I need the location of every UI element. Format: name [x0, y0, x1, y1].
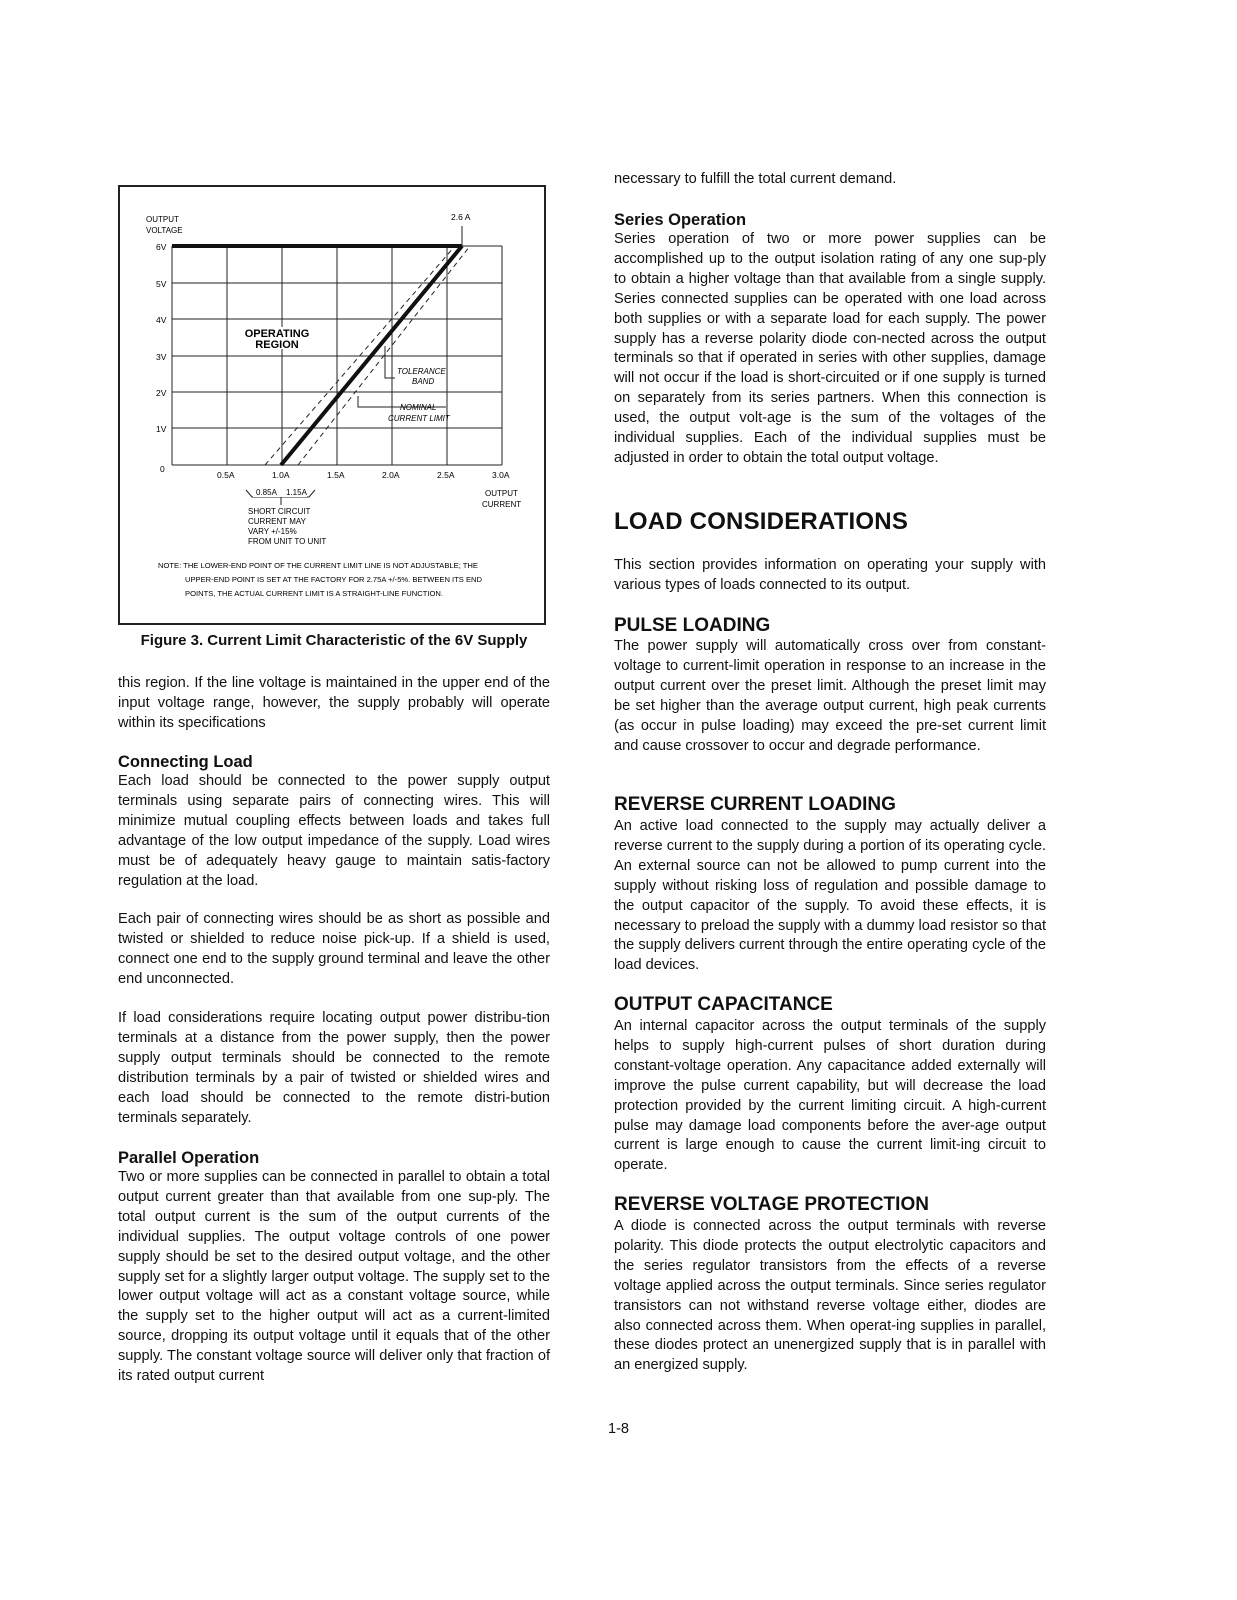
- parallel-operation-heading: Parallel Operation: [118, 1149, 260, 1167]
- y-tick-label: 2V: [156, 388, 167, 398]
- connecting-load-heading: Connecting Load: [118, 753, 253, 771]
- series-operation-heading: Series Operation: [614, 211, 747, 229]
- connecting-load-paragraph-3: If load considerations require locating output power distribu-tion terminals at a distance from the power supply, then the power supply output terminals should be connected to the remote distribution terminals by a pair of twisted or shielded wires and each load should be connected to the remote distri-bution terminals separately.: [118, 1010, 550, 1126]
- continuation-paragraph: necessary to fulfill the total current demand.: [614, 171, 897, 187]
- figure-caption: Figure 3. Current Limit Characteristic of the 6V Supply: [140, 632, 528, 649]
- x-tick-label: 0.5A: [217, 470, 235, 480]
- output-capacitance-heading: OUTPUT CAPACITANCE: [614, 994, 833, 1015]
- reverse-current-loading-heading: REVERSE CURRENT LOADING: [614, 794, 896, 815]
- short-circuit-high-label: 1.15A: [286, 488, 307, 497]
- x-tick-label: 1.5A: [327, 470, 345, 480]
- x-axis-label-line2: CURRENT: [482, 500, 522, 509]
- tolerance-band-label-line2: BAND: [412, 377, 435, 386]
- x-tick-label: 1.0A: [272, 470, 290, 480]
- y-tick-label: 6V: [156, 242, 167, 252]
- operating-region-label: OPERATING: [244, 328, 310, 340]
- parallel-operation-paragraph: Two or more supplies can be connected in parallel to obtain a total output current greater than that available from one sup-ply. The total output current is the sum of the output currents of the individual supplies. The output voltage controls of one power supply should be set to the desired output voltage, and the other supply set for a slightly larger output voltage. The supply set to the lower output voltage will act as a constant voltage source, while the supply set to the higher output will act as a current-limited source, dropping its output voltage until it equals that of the other supply. The constant voltage source will deliver only that fraction of its rated output current: [118, 1169, 550, 1385]
- load-considerations-paragraph: This section provides information on operating your supply with various types of loads connected to its output.: [614, 557, 1046, 593]
- y-tick-label: 4V: [156, 315, 167, 325]
- y-tick-label: 3V: [156, 352, 167, 362]
- short-circuit-note-line: CURRENT MAY: [248, 517, 306, 526]
- y-tick-label: 1V: [156, 424, 167, 434]
- connecting-load-paragraph-1: Each load should be connected to the power supply output terminals using separate pairs of connecting wires. This will minimize mutual coupling effects between loads and takes full advantage of the low output impedance of the supply. Load wires must be of adequately heavy gauge to maintain satis-factory regulation at the load.: [118, 773, 550, 889]
- intro-paragraph: this region. If the line voltage is maintained in the upper end of the input voltage range, however, the supply probably will operate within its specifications: [118, 675, 550, 731]
- x-tick-label: 2.0A: [382, 470, 400, 480]
- operating-region-label-line2: REGION: [255, 339, 299, 351]
- x-tick-label: 2.5A: [437, 470, 455, 480]
- short-circuit-low-label: 0.85A: [256, 488, 277, 497]
- reverse-voltage-protection-paragraph: A diode is connected across the output terminals with reverse polarity. This diode protects the output electrolytic capacitors and the series regulator transistors from the effects of a reverse voltage applied across the output terminals. Since series regulator transistors can not withstand reverse voltage either, diodes are also connected across them. When operat-ing supplies in parallel, these diodes protect an unenergized supply that is in parallel with an energized supply.: [614, 1218, 1046, 1374]
- tolerance-band-label: TOLERANCE: [397, 367, 446, 376]
- short-circuit-note-line: VARY +/-15%: [248, 527, 297, 536]
- load-considerations-heading: LOAD CONSIDERATIONS: [614, 508, 909, 535]
- output-capacitance-paragraph: An internal capacitor across the output terminals of the supply helps to supply high-current pulses of short duration during constant-voltage operation. Any capacitance added externally will improve the pulse current capability, but will decrease the load protection provided by the current limiting circuit. A high-current pulse may damage load components before the aver-age output current is large enough to cause the current limit-ing circuit to operate.: [614, 1018, 1046, 1174]
- pulse-loading-paragraph: The power supply will automatically cross over from constant-voltage to current-limit operation in response to an increase in the output current over the preset limit. Although the preset limit may be set higher than the average output current, high peak currents (as occur in pulse loading) may exceed the pre-set current limit and cause crossover to occur and degrade performance.: [614, 638, 1046, 754]
- y-tick-label: 5V: [156, 279, 167, 289]
- short-circuit-note-line: FROM UNIT TO UNIT: [248, 537, 327, 546]
- nominal-label-line2: CURRENT LIMIT: [388, 414, 450, 423]
- series-operation-paragraph: Series operation of two or more power supplies can be accomplished up to the output isolation rating of any one sup-ply to obtain a higher voltage than that available from a single supply. Series connected supplies can be operated with one load across both supplies or with a separate load for each supply. The power supply has a reverse polarity diode con-nected across the output terminals so that if operated in series with other supplies, damage will not occur if the load is short-circuited or if one supply is turned on separately from its series partners. When this connection is used, the output volt-age is the sum of the voltages of the individual supplies. Each of the individual supplies must be adjusted in order to obtain the total output voltage.: [614, 231, 1046, 466]
- reverse-voltage-protection-heading: REVERSE VOLTAGE PROTECTION: [614, 1194, 929, 1215]
- figure-note-line: POINTS, THE ACTUAL CURRENT LIMIT IS A STRAIGHT-LINE FUNCTION.: [185, 589, 443, 598]
- nominal-label: NOMINAL: [400, 403, 437, 412]
- y-axis-label: OUTPUT: [146, 215, 179, 224]
- figure-note-line: UPPER-END POINT IS SET AT THE FACTORY FOR 2.75A +/-5%. BETWEEN ITS END: [185, 575, 483, 584]
- connecting-load-paragraph-2: Each pair of connecting wires should be as short as possible and twisted or shielded to reduce noise pick-up. If a shield is used, connect one end to the supply ground terminal and leave the other end unconnected.: [118, 911, 550, 987]
- tolerance-leader-line: [385, 346, 395, 378]
- reverse-current-loading-paragraph: An active load connected to the supply may actually deliver a reverse current to the supply during a portion of its operating cycle. An external source can not be allowed to pump current into the supply without risking loss of regulation and possible damage to the output capacitor of the supply. To avoid these effects, it is necessary to preload the supply with a dummy load resistor so that the supply delivers current through the entire operating cycle of the load devices.: [614, 818, 1046, 974]
- pulse-loading-heading: PULSE LOADING: [614, 615, 771, 636]
- top-current-label: 2.6 A: [451, 212, 471, 222]
- x-tick-label: 3.0A: [492, 470, 510, 480]
- y-tick-label: 0: [160, 464, 165, 474]
- x-axis-label: OUTPUT: [485, 489, 518, 498]
- short-circuit-note-line: SHORT CIRCUIT: [248, 507, 311, 516]
- page-number: 1-8: [608, 1421, 629, 1437]
- y-axis-label-line2: VOLTAGE: [146, 226, 183, 235]
- figure-note-line: NOTE: THE LOWER-END POINT OF THE CURRENT LIMIT LINE IS NOT ADJUSTABLE; THE: [158, 561, 478, 570]
